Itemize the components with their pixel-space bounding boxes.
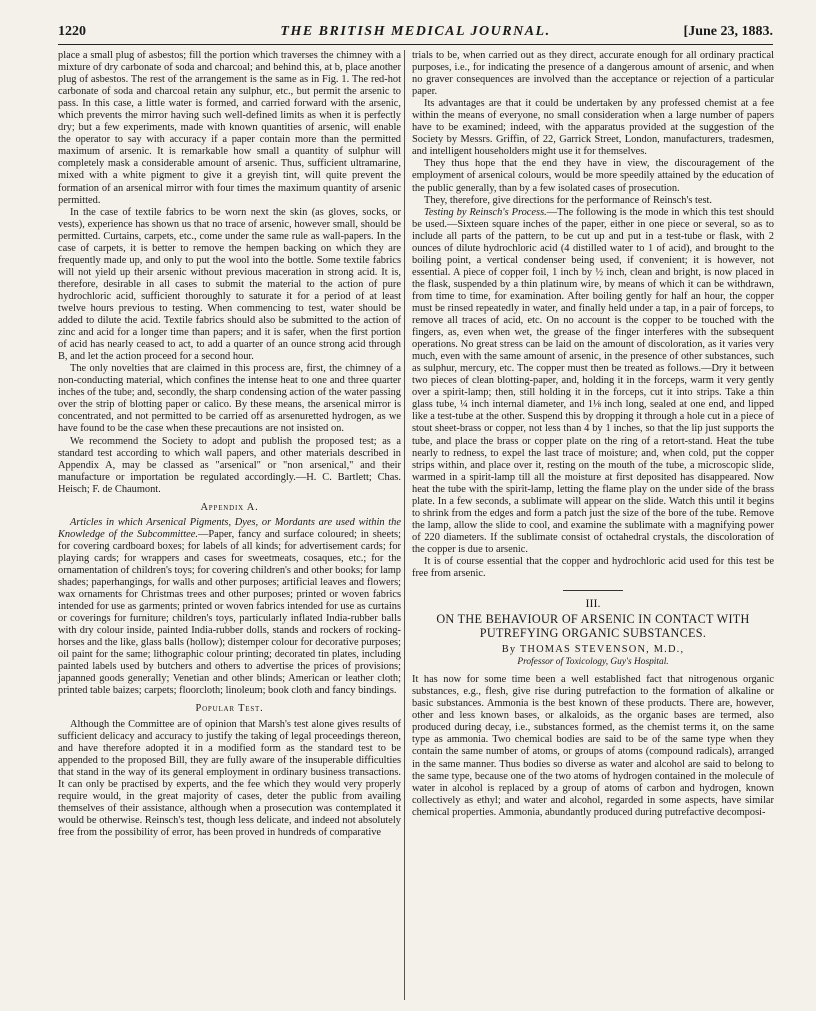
section-number: III. (585, 596, 601, 611)
right-paragraph-4: They, therefore, give directions for the performance of Reinsch's test. (424, 194, 712, 206)
appendix-lead: Articles in which Arsenical Pigments, Dyes, or Mordants are used within the Knowledge of the Subcommittee. (58, 516, 401, 540)
appendix-paragraph (58, 517, 401, 698)
right-column (412, 50, 774, 819)
right-paragraph-1: trials to be, when carried out as they direct, accurate enough for all ordinary practical purposes, i.e., for indicating the presence of a dangerous amount of arsenic, and when no graver consequences are involved than the acceptance or rejection of a particular paper. (412, 50, 774, 98)
appendix-text: —Paper, fancy and surface coloured; in sheets; for covering cardboard boxes; for labels of all kinds; for advertisement cards; for playing cards; for wrappers and cases for sweetmeats, cosaques, etc.; for the ornamentation of children's toys; for covering children's and other books; for lamp shades; paperhangings, for walls and other purposes; artificial leaves and flowers; wax ornaments for Christmas trees and other purposes; printed or woven fabrics intended for use as garments; printed or woven fabrics intended for use as curtains or coverings for furniture; children's toys, particularly inflated India-rubber balls with dry colour inside, painted India-rubber dolls, stands and rockers of rocking-horses and the like, glass balls (hollow); distemper colour for decorative purposes; oil paint for the same; lithographic colour printing; decorated tin plates, including painted labels used by butchers and others to advertise the prices of provisions; japanned goods generally; Venetian and other blinds; American or leather cloth; printed table baizes; carpets; floorcloth; linoleum; book cloth and fancy bindings. (58, 528, 401, 697)
author-affiliation: Professor of Toxicology, Guy's Hospital. (517, 657, 669, 668)
reinsch-lead: Testing by Reinsch's Process. (424, 206, 547, 218)
reinsch-paragraph (412, 207, 774, 556)
section-divider (563, 590, 623, 591)
reinsch-text: —The following is the mode in which this test should be used.—Sixteen square inches of the paper, either in one piece or several, so as to include all parts of the pattern, to be cut up and put in a test-tube or flask, with 2 ounces of dilute hydrochloric acid (4 distilled water to 1 of acid), and brought to the boiling point, a vertical condenser being used, if convenient; it is however, not essential. A piece of copper foil, 1 inch by ½ inch, clean and bright, is now placed in the flask, suspended by a thin platinum wire, by means of which it can be withdrawn, from time to time, for examination. After boiling gently for half an hour, the copper must be rinsed repeatedly in water, and finally held under a tap, in a pair of forceps, to remove all traces of acid, etc. On no account is the copper to be touched with the fingers, as, even when wet, the grease of the finger interferes with the subsequent operations. No great stress can be laid on the amount of discoloration, as it varies very much, even with the same amount of arsenic, in the presence of other substances, such as sulphur, mercury, etc. The copper must then be treated as follows.—Dry it between two pieces of clean blotting-paper, and, holding it in the forceps, warm it very gently over a spirit-lamp; then, still holding it in the forceps, cut it into strips. Take a thin glass tube, ¼ inch internal diameter, and 1⅛ inch long, sealed at one end, and lipped like a test-tube at the other. Suspend this by dropping it through a hole cut in a piece of stout sheet-brass or copper, not less than 4 by 1 inches, so that the lip just supports the tube, and place the brass or copper plate on the ring of a retort-stand. Heat the tube nearly to redness, to expel the last trace of moisture; and, when cold, put the copper strips within, and place over it, resting on the mouth of the tube, a microscopic slide, warmed in a spirit-lamp till all the moisture at first deposited has disappeared. Now heat the tube with the spirit-lamp, letting the flame play on the under side of the brass plate. In a few seconds, a sublimate will appear on the slide. Watch this until it begins to shrink from the edges and form a patch just the size of the bore of the tube. Remove the lamp, allow the slide to cool, and examine the sublimate with a magnifying power of 220 diameters. If the sublimate consist of octahedral crystals, the discoloration of the copper is due to arsenic. (412, 206, 774, 555)
popular-test-heading: Popular Test. (195, 703, 264, 715)
column-divider (404, 50, 405, 1000)
right-paragraph-3: They thus hope that the end they have in view, the discouragement of the employment of arsenical colours, would be more speedily attained by the education of the public generally, than by a few isolated cases of prosecution. (412, 158, 774, 194)
header-rule (58, 44, 773, 45)
left-paragraph-2: In the case of textile fabrics to be worn next the skin (as gloves, socks, or vests), experience has shown us that no trace of arsenic, however small, should be permitted. Curtains, carpets, etc., come under the same rule as wall-papers. In the case of carpets, it is better to remove the hempen backing on which they are frequently made up, and only to put the wool into the bottle. Some textile fabrics will not yield up their arsenic without previous maceration in strong acid. It is, therefore, desirable in all cases to submit the material to the action of pure hydrochloric acid, sufficient thoroughly to saturate it for a period of at least twelve hours previous to testing. When commencing to test, water should be added to dilute the acid. Textile fabrics should also be submitted to the action of zinc and acid for a longer time than papers; and it is safer, when the first portion of acid has nearly ceased to act, to add a quarter of an ounce strong acid through B, and let the action proceed for a second hour. (58, 206, 401, 363)
article-title: ON THE BEHAVIOUR OF ARSENIC IN CONTACT WITH PUTREFYING ORGANIC SUBSTANCES. (436, 612, 750, 641)
left-paragraph-4: We recommend the Society to adopt and publish the proposed test; as a standard test according to which wall papers, and other materials described in Appendix A, may be classed as "arsenical" or "non arsenical," and their manufacture or importation be regulated accordingly.—H. C. Bartlett; Chas. Heisch; F. de Chaumont. (58, 435, 401, 495)
right-paragraph-5: It is of course essential that the copper and hydrochloric acid used for this test be free from arsenic. (412, 555, 774, 580)
journal-title: THE BRITISH MEDICAL JOURNAL. (280, 24, 551, 39)
left-paragraph-1: place a small plug of asbestos; fill the portion which traverses the chimney with a mixture of dry carbonate of soda and charcoal; and behind this, at b, place another plug of asbestos. The rest of the arrangement is the same as in Fig. 1. The red-hot carbonate of soda and charcoal retain any sulphur, etc., but permit the arsenic to pass. In this case, a little water is formed, and carried forward with the arsenic, which prevents the mirror having such well-defined limits as when it is perfectly dry; but a few experiments, made with known quantities of arsenic, will enable the operator to say with accuracy if a paper contain more than the permitted maximum of arsenic. It is remarkable how small a quantity of sulphur will completely mask a considerable amount of arsenic. Thus, sufficient ultramarine, mixed with a white pigment to give it a greyish tint, will quite prevent the formation of an arsenical mirror with four times the maximum quantity of arsenic permitted. (58, 50, 401, 206)
article-byline: By THOMAS STEVENSON, M.D., (501, 644, 685, 656)
left-column (58, 50, 401, 839)
left-paragraph-3: The only novelties that are claimed in this process are, first, the chimney of a non-conducting material, which confines the intense heat to one and three quarter inches of the tube; and, secondly, the sharp condensing action of the water passing over the strip of blotting paper or calico. By these means, the arsenical mirror is concentrated, and not permitted to be carried off as arsenuretted hydrogen, as we have found to be the case when these precautions are not insisted on. (58, 363, 401, 435)
issue-date: [June 23, 1883. (683, 24, 773, 39)
article-paragraph: It has now for some time been a well established fact that nitrogenous organic substances, e.g., flesh, give rise during putrefaction to the formation of alkaline or basic substances. Ammonia is the best known of these products. There are, however, other and less known bases, or alkaloids, as the organic bases are termed, also produced during decay, i.e., substances formed, as the chemist terms it, on the same type as ammonia. Two chemical bodies are said to be of the same type when they contain the same number of atoms, or groups of atoms (compound radicals), arranged in the same manner. Thus bodies so diverse as water and alcohol are said to belong to the same type, because one of the two atoms of hydrogen contained in the molecule of water in alcohol is replaced by a group of atoms of carbon and hydrogen, known collectively as ethyl; and water and alcohol, regarded in some aspects, have similar chemical properties. Ammonia, abundantly produced during putrefactive decomposi- (412, 674, 774, 818)
popular-test-paragraph: Although the Committee are of opinion that Marsh's test alone gives results of sufficient delicacy and accuracy to justify the taking of legal proceedings thereon, and have therefore adopted it in a modified form as the standard test to be appended to the proposed Bill, they are fully aware of the insuperable difficulties that stand in the way of its general employment in ordinary business transactions. It can only be practised by experts, and the fee which they would very properly require would, in the great majority of cases, deter the public from availing themselves of their assistance, although when a prosecution was contemplated it would be otherwise. Reinsch's test, though less delicate, and indeed not absolutely free from the possibility of error, has been proved in hundreds of comparative (58, 718, 401, 838)
page-number: 1220 (58, 24, 86, 39)
appendix-heading: Appendix A. (200, 501, 259, 513)
right-paragraph-2: Its advantages are that it could be undertaken by any professed chemist at a fee within the means of everyone, no small consideration when a large number of papers have to be examined; indeed, with the apparatus provided at the suggestion of the Society by Messrs. Griffin, of 22, Garrick Street, London, manufacturers, tradesmen, and intelligent householders might use it for themselves. (412, 98, 774, 158)
page-header (58, 20, 773, 44)
